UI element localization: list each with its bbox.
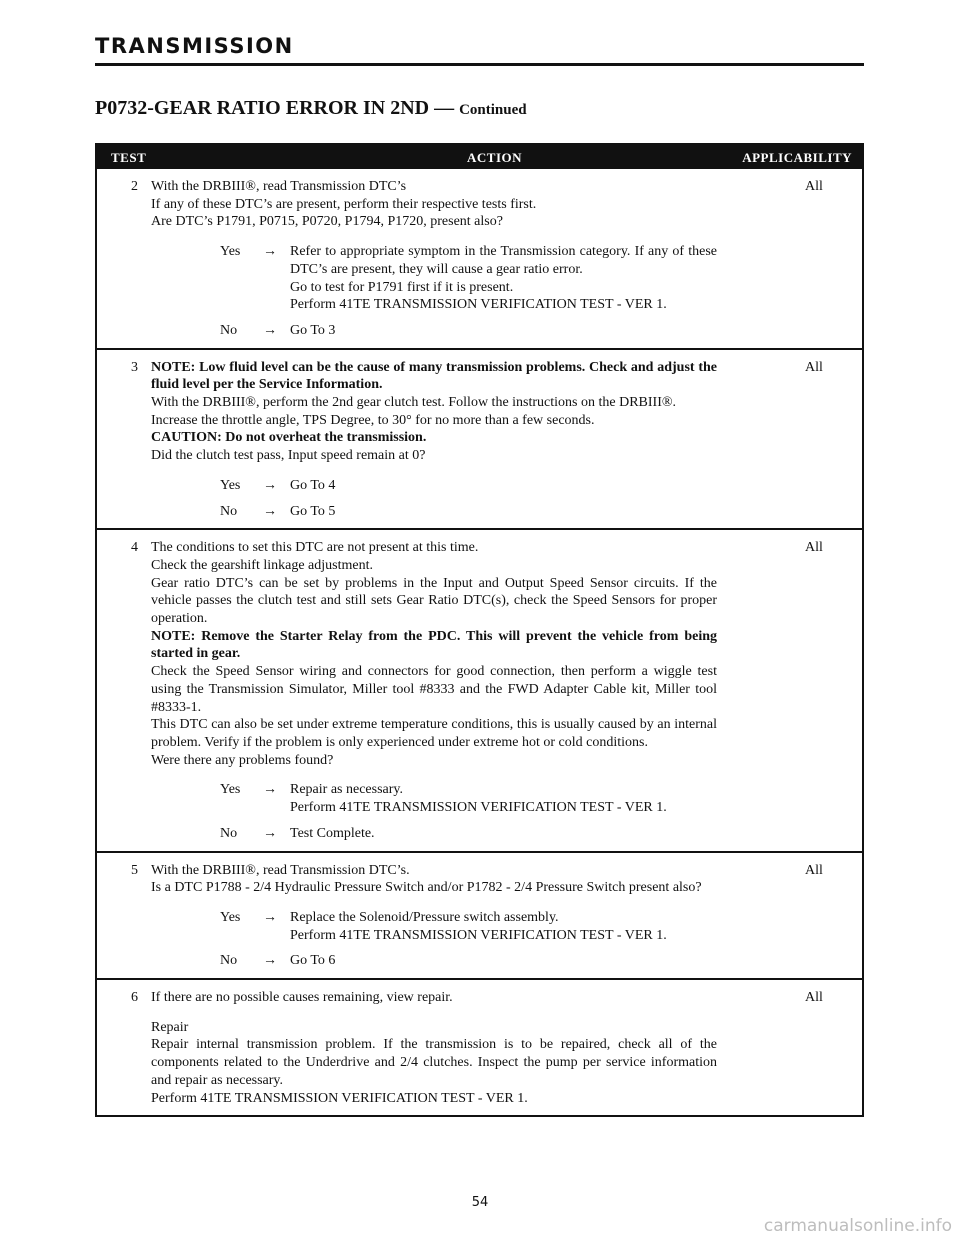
repair-label: Repair xyxy=(151,1019,189,1035)
action-line: With the DRBIII®, perform the 2nd gear clutch test. Follow the instructions on the DRBIII®. xyxy=(151,395,676,411)
no-text: Go To 5 xyxy=(290,503,336,519)
test-number: 2 xyxy=(131,179,138,194)
table-row xyxy=(97,169,862,348)
action-line: The conditions to set this DTC are not present at this time. xyxy=(151,540,479,556)
arrow-icon: → xyxy=(263,782,277,798)
arrow-icon: → xyxy=(263,953,277,969)
action-line: Check the Speed Sensor wiring and connectors for good connection, then perform a wiggle test using the Transmission Simulator, Miller tool #8333 and the FWD Adapter Cable kit, Miller tool #8333-1. xyxy=(151,664,717,715)
action-line: Were there any problems found? xyxy=(151,752,334,768)
action-cell xyxy=(151,989,717,1107)
repair-text: Perform 41TE TRANSMISSION VERIFICATION TEST - VER 1. xyxy=(151,1090,528,1106)
no-label: No xyxy=(220,825,238,841)
repair-text: Repair internal transmission problem. If the transmission is to be repaired, check all of the components related to the Underdrive and 2/4 clutches. Inspect the pump per service information and repair as necessary. xyxy=(151,1037,717,1088)
action-cell xyxy=(151,178,717,340)
no-text: Go To 6 xyxy=(290,953,336,969)
note-text: NOTE: Remove the Starter Relay from the PDC. This will prevent the vehicle from being started in gear. xyxy=(151,628,717,662)
yes-text: Replace the Solenoid/Pressure switch assembly. xyxy=(290,909,559,925)
arrow-icon: → xyxy=(263,477,277,493)
action-line: With the DRBIII®, read Transmission DTC’s xyxy=(151,179,407,194)
no-branch xyxy=(151,952,717,970)
yes-label: Yes xyxy=(220,244,241,260)
header-test: TEST xyxy=(111,150,147,165)
no-branch xyxy=(151,503,717,521)
table-row xyxy=(97,851,862,979)
applicability: All xyxy=(805,540,823,556)
action-line: With the DRBIII®, read Transmission DTC’s. xyxy=(151,862,410,878)
yes-text: Repair as necessary. xyxy=(290,782,403,798)
action-line: Check the gearshift linkage adjustment. xyxy=(151,557,373,573)
table-header xyxy=(97,145,862,169)
table-row xyxy=(97,348,862,529)
no-label: No xyxy=(220,503,238,519)
procedure-title xyxy=(95,97,527,120)
test-number: 4 xyxy=(131,540,138,556)
section-title: TRANSMISSION xyxy=(95,34,294,58)
test-number: 5 xyxy=(131,862,138,878)
arrow-icon: → xyxy=(263,825,277,841)
header-action: ACTION xyxy=(467,150,523,165)
yes-branch xyxy=(151,243,717,314)
action-line: Are DTC’s P1791, P0715, P0720, P1794, P1720, present also? xyxy=(151,214,503,230)
yes-label: Yes xyxy=(220,477,241,493)
yes-text: Perform 41TE TRANSMISSION VERIFICATION TEST - VER 1. xyxy=(290,297,667,313)
yes-text: Go to test for P1791 first if it is present. xyxy=(290,279,514,295)
applicability: All xyxy=(805,862,823,878)
page-number: 54 xyxy=(471,1195,489,1210)
diagnostic-table xyxy=(95,143,864,1117)
no-branch xyxy=(151,322,717,340)
yes-text: Go To 4 xyxy=(290,477,336,493)
action-cell xyxy=(151,359,717,521)
no-label: No xyxy=(220,953,238,969)
yes-label: Yes xyxy=(220,909,241,925)
action-line: If there are no possible causes remaining, view repair. xyxy=(151,990,453,1006)
yes-text: Refer to appropriate symptom in the Transmission category. If any of these DTC’s are present, they will cause a gear ratio error. xyxy=(290,244,717,277)
action-line: Is a DTC P1788 - 2/4 Hydraulic Pressure Switch and/or P1782 - 2/4 Pressure Switch present also? xyxy=(151,880,702,896)
no-text: Go To 3 xyxy=(290,322,336,338)
watermark: carmanualsonline.info xyxy=(763,1216,952,1236)
table-row xyxy=(97,978,862,1115)
arrow-icon: → xyxy=(263,322,277,338)
header-applicability: APPLICABILITY xyxy=(742,150,852,165)
table-row xyxy=(97,528,862,850)
yes-text: Perform 41TE TRANSMISSION VERIFICATION TEST - VER 1. xyxy=(290,800,667,816)
action-cell xyxy=(151,539,717,842)
no-text: Test Complete. xyxy=(290,825,375,841)
applicability: All xyxy=(805,990,823,1006)
applicability: All xyxy=(805,179,823,194)
yes-branch xyxy=(151,909,717,944)
yes-branch xyxy=(151,477,717,495)
procedure-title-text: P0732-GEAR RATIO ERROR IN 2ND — xyxy=(95,97,455,119)
action-cell xyxy=(151,862,717,971)
arrow-icon: → xyxy=(263,909,277,925)
continued-label: Continued xyxy=(459,102,527,118)
action-line: Did the clutch test pass, Input speed remain at 0? xyxy=(151,448,426,464)
yes-label: Yes xyxy=(220,782,241,798)
section-divider xyxy=(95,63,864,66)
no-label: No xyxy=(220,322,238,338)
test-number: 6 xyxy=(131,990,138,1006)
arrow-icon: → xyxy=(263,244,277,260)
note-text: NOTE: Low fluid level can be the cause of many transmission problems. Check and adjust the fluid level per the Service Information. xyxy=(151,359,717,393)
applicability: All xyxy=(805,359,823,375)
action-line: This DTC can also be set under extreme temperature conditions, this is usually caused by an internal problem. Verify if the problem is only experienced under extreme hot or cold conditions. xyxy=(151,717,717,750)
yes-text: Perform 41TE TRANSMISSION VERIFICATION TEST - VER 1. xyxy=(290,927,667,943)
no-branch xyxy=(151,825,717,843)
action-line: If any of these DTC’s are present, perform their respective tests first. xyxy=(151,196,537,212)
action-line: Gear ratio DTC’s can be set by problems in the Input and Output Speed Sensor circuits. If the vehicle passes the clutch test and still sets Gear Ratio DTC(s), check the Speed Sensors for proper operation. xyxy=(151,575,717,627)
caution-text: CAUTION: Do not overheat the transmission. xyxy=(151,430,427,446)
yes-branch xyxy=(151,781,717,816)
action-line: Increase the throttle angle, TPS Degree, to 30° for no more than a few seconds. xyxy=(151,412,595,428)
arrow-icon: → xyxy=(263,503,277,519)
test-number: 3 xyxy=(131,359,138,375)
